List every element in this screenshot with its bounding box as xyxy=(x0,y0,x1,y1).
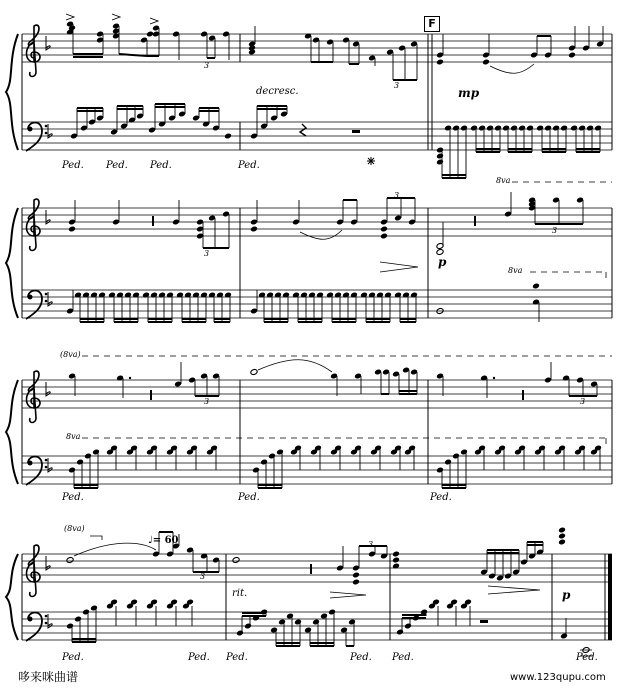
tuplet-label: 3 xyxy=(204,61,210,70)
ottava-label-5: (8va) xyxy=(64,524,85,533)
tempo-mark xyxy=(148,535,179,546)
tempo-value: = 60 xyxy=(152,535,179,546)
pedal-mark: Ped. xyxy=(62,160,84,171)
pedal-mark: Ped. xyxy=(188,652,210,663)
system-2 xyxy=(6,192,612,322)
quarter-note-icon: ♩ xyxy=(148,535,153,546)
tuplet-label: 3 xyxy=(368,540,374,549)
tempo-rit: rit. xyxy=(232,588,248,599)
ottava-label-1: 8va xyxy=(496,176,511,185)
tuplet-label: 3 xyxy=(394,191,400,200)
dynamic-p-2: p xyxy=(562,588,571,602)
system-4 xyxy=(6,527,612,656)
dynamic-mp: mp xyxy=(458,86,480,100)
site-name: 哆来咪曲谱 xyxy=(18,670,79,684)
dynamic-decresc: decresc. xyxy=(256,86,299,97)
pedal-mark: Ped. xyxy=(392,652,414,663)
dynamic-p-1: p xyxy=(438,255,447,269)
pedal-release-icon xyxy=(367,157,375,165)
bass-clef-icon xyxy=(26,123,47,152)
pedal-mark: Ped. xyxy=(238,160,260,171)
pedal-mark: Ped. xyxy=(62,492,84,503)
pedal-mark: Ped. xyxy=(62,652,84,663)
tuplet-label: 3 xyxy=(552,226,558,235)
rehearsal-mark: F xyxy=(424,16,440,32)
system-3 xyxy=(6,356,612,488)
pedal-mark: Ped. xyxy=(150,160,172,171)
pedal-mark: Ped. xyxy=(430,492,452,503)
pedal-mark: Ped. xyxy=(226,652,248,663)
tuplet-label: 3 xyxy=(204,249,210,258)
pedal-mark: Ped. xyxy=(238,492,260,503)
tuplet-label: 3 xyxy=(204,397,210,406)
ottava-label-4: 8va xyxy=(66,432,81,441)
pedal-mark: Ped. xyxy=(576,652,598,663)
ottava-label-2: 8va xyxy=(508,266,523,275)
ottava-label-3: (8va) xyxy=(60,350,81,359)
pedal-mark: Ped. xyxy=(106,160,128,171)
tuplet-label: 3 xyxy=(200,572,206,581)
tuplet-label: 3 xyxy=(394,81,400,90)
system-1 xyxy=(6,14,612,182)
pedal-mark: Ped. xyxy=(350,652,372,663)
treble-clef-icon xyxy=(27,25,41,76)
site-url[interactable]: www.123qupu.com xyxy=(510,672,606,683)
tuplet-label: 3 xyxy=(580,397,586,406)
